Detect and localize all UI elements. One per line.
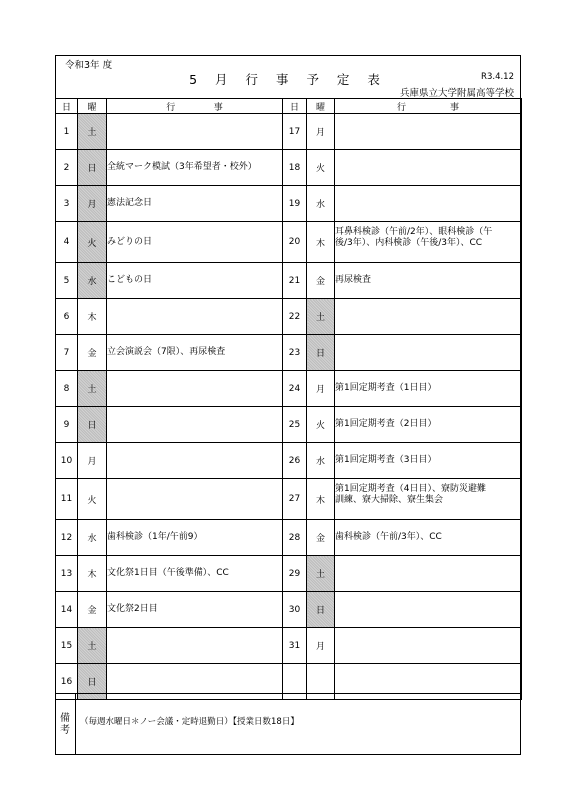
- school-name: 兵庫県立大学附属高等学校: [399, 88, 514, 99]
- event-cell: 憲法記念日: [107, 186, 283, 222]
- table-row: [56, 335, 522, 371]
- weekday-cell: 月: [307, 371, 335, 407]
- event-cell: [335, 628, 522, 664]
- event-cell: [107, 479, 283, 520]
- day-cell: 21: [283, 263, 307, 299]
- schedule-table: [55, 98, 522, 700]
- weekday-cell: 木: [307, 479, 335, 520]
- day-cell: 2: [56, 150, 78, 186]
- event-line-1: 第1回定期考査（4日目）、寮防災避難: [335, 484, 486, 494]
- weekday-cell: 土: [78, 371, 107, 407]
- day-cell: 8: [56, 371, 78, 407]
- day-cell: 3: [56, 186, 78, 222]
- weekday-cell: 水: [78, 520, 107, 556]
- weekday-cell: 火: [307, 150, 335, 186]
- day-cell: 25: [283, 407, 307, 443]
- weekday-cell: 木: [78, 556, 107, 592]
- table-row: [56, 371, 522, 407]
- table-row: [56, 114, 522, 150]
- event-cell: [335, 592, 522, 628]
- event-cell: [335, 443, 522, 479]
- weekday-cell: 水: [78, 263, 107, 299]
- col-header-day-2: 日: [283, 99, 307, 114]
- day-cell: 15: [56, 628, 78, 664]
- weekday-cell: 日: [307, 592, 335, 628]
- table-row: [56, 407, 522, 443]
- table-row: [56, 186, 522, 222]
- table-row: [56, 299, 522, 335]
- event-cell: [335, 186, 522, 222]
- event-line-1: 第1回定期考査（2日目）: [335, 419, 437, 429]
- event-cell: [335, 371, 522, 407]
- event-cell: [107, 114, 283, 150]
- day-cell: 6: [56, 299, 78, 335]
- event-cell: [335, 479, 522, 520]
- table-row: [56, 443, 522, 479]
- weekday-cell: 土: [78, 114, 107, 150]
- col-header-weekday: 曜: [78, 99, 107, 114]
- weekday-cell: 水: [307, 186, 335, 222]
- weekday-cell: 日: [307, 335, 335, 371]
- day-cell: 26: [283, 443, 307, 479]
- event-cell: みどりの日: [107, 222, 283, 263]
- col-header-day: 日: [56, 99, 78, 114]
- weekday-cell: 火: [78, 222, 107, 263]
- schedule-sheet: [55, 55, 521, 755]
- day-cell: 11: [56, 479, 78, 520]
- day-cell: 7: [56, 335, 78, 371]
- page-title: 5 月 行 事 予 定 表: [189, 72, 387, 87]
- event-cell: 立会演説会（7限）、再尿検査: [107, 335, 283, 371]
- day-cell: 4: [56, 222, 78, 263]
- event-line-2: 訓練、寮大掃除、寮生集会: [335, 495, 444, 505]
- event-cell: [335, 335, 522, 371]
- event-cell: [335, 263, 522, 299]
- table-row: [56, 222, 522, 263]
- event-line-2: 後/3年）、内科検診（午後/3年）、CC: [335, 238, 483, 248]
- weekday-cell: 日: [78, 664, 107, 700]
- remarks-section: [55, 693, 521, 755]
- table-row: [56, 520, 522, 556]
- event-cell: こどもの日: [107, 263, 283, 299]
- remarks-text: （毎週水曜日＊ノー会議・定時退勤日）【授業日数18日】: [80, 717, 299, 727]
- event-cell: 文化祭2日目: [107, 592, 283, 628]
- day-cell: 27: [283, 479, 307, 520]
- event-cell: [107, 628, 283, 664]
- event-line-1: 第1回定期考査（3日目）: [335, 455, 437, 465]
- day-cell: 29: [283, 556, 307, 592]
- day-cell: 31: [283, 628, 307, 664]
- table-row: [56, 150, 522, 186]
- remarks-label: 備 考: [55, 694, 76, 755]
- event-cell: [335, 114, 522, 150]
- event-cell: [335, 407, 522, 443]
- event-line-1: 歯科検診（午前/3年）、CC: [335, 532, 442, 542]
- fiscal-year: 令和3年 度: [65, 60, 113, 71]
- event-cell: [335, 520, 522, 556]
- day-cell: 18: [283, 150, 307, 186]
- weekday-cell: 月: [78, 443, 107, 479]
- weekday-cell: 水: [307, 443, 335, 479]
- weekday-cell: 火: [307, 407, 335, 443]
- day-cell: 10: [56, 443, 78, 479]
- weekday-cell: 土: [307, 556, 335, 592]
- day-cell: 28: [283, 520, 307, 556]
- day-cell: 1: [56, 114, 78, 150]
- day-cell: 19: [283, 186, 307, 222]
- weekday-cell: 金: [307, 520, 335, 556]
- day-cell: 20: [283, 222, 307, 263]
- day-cell: 22: [283, 299, 307, 335]
- event-cell: 歯科検診（1年/午前9）: [107, 520, 283, 556]
- event-cell: [335, 556, 522, 592]
- col-header-event: 行 事: [107, 99, 283, 114]
- day-cell: 30: [283, 592, 307, 628]
- table-header-row: [56, 99, 522, 114]
- table-row: [56, 592, 522, 628]
- day-cell: 17: [283, 114, 307, 150]
- col-header-event-2: 行 事: [335, 99, 522, 114]
- weekday-cell: 火: [78, 479, 107, 520]
- event-cell: 全統マーク模試（3年希望者・校外）: [107, 150, 283, 186]
- day-cell: 5: [56, 263, 78, 299]
- event-cell: [335, 299, 522, 335]
- table-row: [56, 479, 522, 520]
- col-header-weekday-2: 曜: [307, 99, 335, 114]
- day-cell: 9: [56, 407, 78, 443]
- event-line-1: 再尿検査: [335, 275, 372, 285]
- day-cell: 16: [56, 664, 78, 700]
- day-cell: 24: [283, 371, 307, 407]
- event-cell: [107, 299, 283, 335]
- weekday-cell: 土: [78, 628, 107, 664]
- event-cell: [107, 407, 283, 443]
- weekday-cell: 月: [307, 628, 335, 664]
- day-cell: 14: [56, 592, 78, 628]
- weekday-cell: 金: [78, 592, 107, 628]
- weekday-cell: 日: [78, 407, 107, 443]
- weekday-cell: 月: [307, 114, 335, 150]
- event-cell: [107, 371, 283, 407]
- event-cell: [335, 222, 522, 263]
- weekday-cell: 土: [307, 299, 335, 335]
- weekday-cell: 金: [307, 263, 335, 299]
- day-cell: 12: [56, 520, 78, 556]
- weekday-cell: 木: [78, 299, 107, 335]
- weekday-cell: 日: [78, 150, 107, 186]
- revision-date: R3.4.12: [481, 72, 514, 82]
- day-cell: 23: [283, 335, 307, 371]
- event-cell: [107, 443, 283, 479]
- event-cell: [335, 150, 522, 186]
- table-row: [56, 263, 522, 299]
- event-line-1: 第1回定期考査（1日目）: [335, 383, 437, 393]
- table-row: [56, 628, 522, 664]
- weekday-cell: 木: [307, 222, 335, 263]
- weekday-cell: 金: [78, 335, 107, 371]
- table-row: [56, 556, 522, 592]
- event-cell: 文化祭1日目（午後準備）、CC: [107, 556, 283, 592]
- weekday-cell: 月: [78, 186, 107, 222]
- event-line-1: 耳鼻科検診（午前/2年）、眼科検診（午: [335, 227, 493, 237]
- day-cell: 13: [56, 556, 78, 592]
